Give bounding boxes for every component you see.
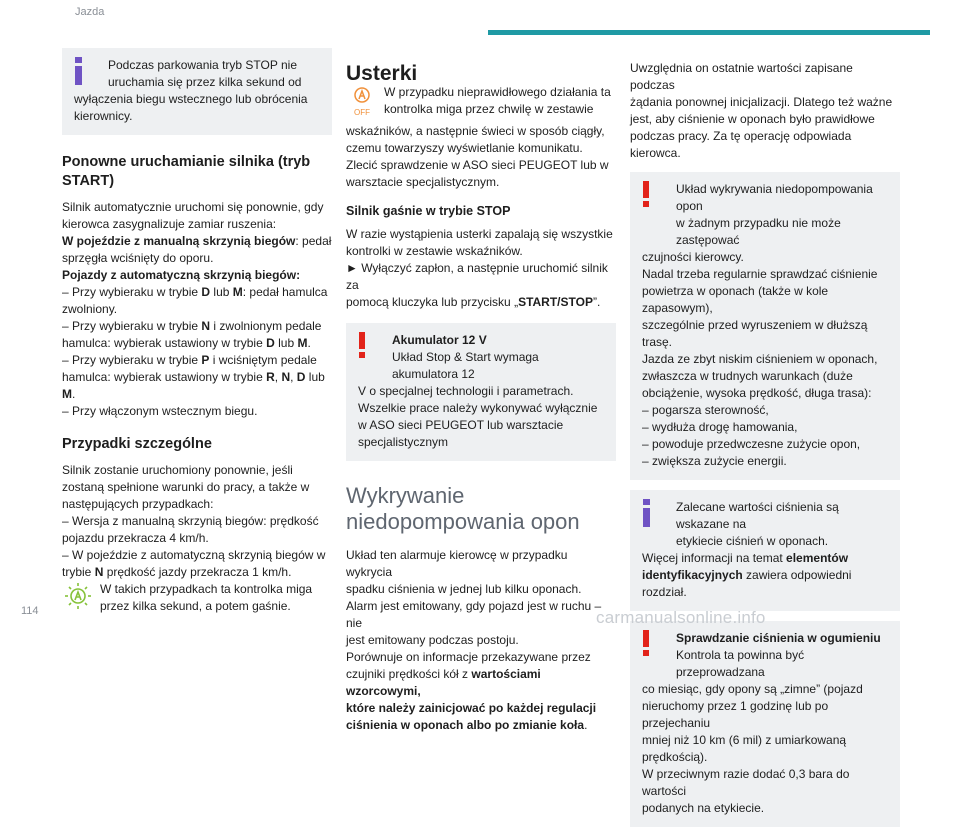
warning-note-tyre-pressure: Układ wykrywania niedopompowania opon w żadnym przypadku nie może zastępować czujności kierowcy. Nadal trzeba regularnie sprawdzać ciśnienie powietrza w oponach (także w kole zapasowym), szczególnie przed wyruszeniem w dłuższą trasę. Jazda ze zbyt niskim ciśnieniem w oponach, zwłaszcza w trudnych warunkach (duże obciążenie, wysoka prędkość, długa trasa): – pogarsza sterowność, – wydłuża drogę hamowania, – powoduje przedwczesne zużycie opon, – zwiększa zużycie energii. bbox=[630, 172, 900, 480]
lamp-note: W takich przypadkach ta kontrolka miga przez kilka sekund, a potem gaśnie. bbox=[62, 581, 332, 616]
column-3: Uwzględnia on ostatnie wartości zapisane podczas żądania ponownej inicjalizacji. Dlatego też ważne jest, aby ciśnienie w oponach było prawidłowe podczas pracy. Za tę operację odpowiada kierowca. Układ wykrywania niedopompowania opon w żadnym przypadku nie może zastępować czujności kierowcy. Nadal trzeba regularnie sprawdzać ciśnienie powietrza w oponach (także w kole zapasowym), szczególnie przed wyruszeniem w dłuższą trasę. Jazda ze zbyt niskim ciśnieniem w oponach, zwłaszcza w trudnych warunkach (duże obciążenie, wysoka prędkość, długa trasa): – pogarsza sterowność, – wydłuża drogę hamowania, – powoduje przedwczesne zużycie opon, – zwiększa zużycie energii. Zalecane wartości ciśnienia są wskazane na etykiecie ciśnień w oponach. Więcej informacji na temat elementów identyfikacyjnych zawiera odpowiedni rozdział. Sprawdzanie ciśnienia w ogumieniu Kontrola ta powinna być przeprowadzana co miesiąc, gdy opony są „zimne” (pojazd nieruchomy przez 1 godzinę lub po przejechaniu mniej niż 10 km (6 mil) z umiarkowaną prędkością). W przeciwnym razie dodać 0,3 bara do wartości podanych na etykiecie. bbox=[630, 60, 900, 827]
warning-icon bbox=[640, 630, 652, 661]
stop-start-off-warning-lamp-icon bbox=[346, 84, 384, 123]
warning-icon bbox=[640, 181, 652, 212]
page-number: 114 bbox=[21, 605, 39, 617]
heading-tyre-detection: Wykrywanie niedopompowania opon bbox=[346, 483, 580, 534]
column-1: Podczas parkowania tryb STOP nie uruchamia się przez kilka sekund od wyłączenia biegu wstecznego lub obrócenia kierownicy. Ponowne uruchamianie silnika (tryb START) Silnik automatycznie uruchomi się ponownie, gdy kierowca zasygnalizuje zamiar ruszenia: W pojeździe z manualną skrzynią biegów: pedał sprzęgła wciśnięty do oporu. Pojazdy z automatyczną skrzynią biegów: – Przy wybieraku w trybie D lub M: pedał hamulca zwolniony. – Przy wybieraku w trybie N i zwolnionym pedale hamulca: wybierak ustawiony w trybie D lub M. – Przy wybieraku w trybie P i wciśniętym pedale hamulca: wybierak ustawiony w trybie R, N, D lub M. – Przy włączonym wstecznym biegu. Przypadki szczególne Silnik zostanie uruchomiony ponownie, jeśli zostaną spełnione warunki do pracy, a także w następujących przypadkach: – Wersja z manualną skrzynią biegów: prędkość pojazdu przekracza 4 km/h. – W pojeździe z automatyczną skrzynią biegów w trybie N prędkość jazdy przekracza 1 km/h. W takich przypadkach ta kontrolka miga przez kilka sekund, a potem gaśnie. bbox=[62, 48, 332, 616]
svg-text:OFF: OFF bbox=[354, 108, 370, 117]
warning-note-battery: Akumulator 12 V Układ Stop & Start wymaga akumulatora 12 V o specjalnej technologii i parametrach. Wszelkie prace należy wykonywać wyłącznie w ASO sieci PEUGEOT lub warsztacie specjalistycznym bbox=[346, 323, 616, 461]
info-note-pressure-values: Zalecane wartości ciśnienia są wskazane na etykiecie ciśnień w oponach. Więcej informacji na temat elementów identyfikacyjnych zawiera odpowiedni rozdział. bbox=[630, 490, 900, 611]
heading-faults: Usterki bbox=[346, 62, 418, 85]
section-header: Jazda bbox=[75, 6, 105, 18]
faults-lamp-note: OFF W przypadku nieprawidłowego działania ta kontrolka miga przez chwilę w zestawie bbox=[346, 84, 616, 123]
warning-icon bbox=[356, 332, 368, 363]
info-icon bbox=[640, 499, 654, 532]
heading-special: Przypadki szczególne bbox=[62, 436, 212, 452]
heading-restart: Ponowne uruchamianie silnika (tryb START) bbox=[62, 154, 311, 189]
watermark: carmanualsonline.info bbox=[596, 608, 766, 627]
info-note-parking: Podczas parkowania tryb STOP nie uruchamia się przez kilka sekund od wyłączenia biegu wstecznego lub obrócenia kierownicy. bbox=[62, 48, 332, 135]
heading-stall: Silnik gaśnie w trybie STOP bbox=[346, 204, 511, 218]
column-2: Usterki OFF W przypadku nieprawidłowego działania ta kontrolka miga przez chwilę w zestawie wskaźników, a następnie świeci w sposób ciągły, czemu towarzyszy wyświetlanie komunikatu. Zlecić sprawdzenie w ASO sieci PEUGEOT lub w warsztacie specjalistycznym. Silnik gaśnie w trybie STOP W razie wystąpienia usterki zapalają się wszystkie kontrolki w zestawie wskaźników. ► Wyłączyć zapłon, a następnie uruchomić silnik za pomocą kluczyka lub przycisku „START/STOP”. Akumulator 12 V Układ Stop & Start wymaga akumulatora 12 V o specjalnej technologii i parametrach. Wszelkie prace należy wykonywać wyłącznie w ASO sieci PEUGEOT lub warsztacie specjalistycznym Wykrywanie niedopompowania opon Układ ten alarmuje kierowcę w przypadku wykrycia spadku ciśnienia w jednej lub kilku oponach. Alarm jest emitowany, gdy pojazd jest w ruchu – nie jest emitowany podczas postoju. Porównuje on informacje przekazywane przez czujniki prędkości kół z wartościami wzorcowymi, które należy zainicjować po każdej regulacji ciśnienia w oponach albo po zmianie koła. bbox=[346, 60, 616, 734]
accent-bar bbox=[488, 30, 930, 35]
info-icon bbox=[72, 57, 86, 90]
stop-start-lamp-icon bbox=[62, 581, 100, 616]
warning-note-pressure-check: Sprawdzanie ciśnienia w ogumieniu Kontrola ta powinna być przeprowadzana co miesiąc, gdy opony są „zimne” (pojazd nieruchomy przez 1 godzinę lub po przejechaniu mniej niż 10 km (6 mil) z umiarkowaną prędkością). W przeciwnym razie dodać 0,3 bara do wartości podanych na etykiecie. bbox=[630, 621, 900, 827]
